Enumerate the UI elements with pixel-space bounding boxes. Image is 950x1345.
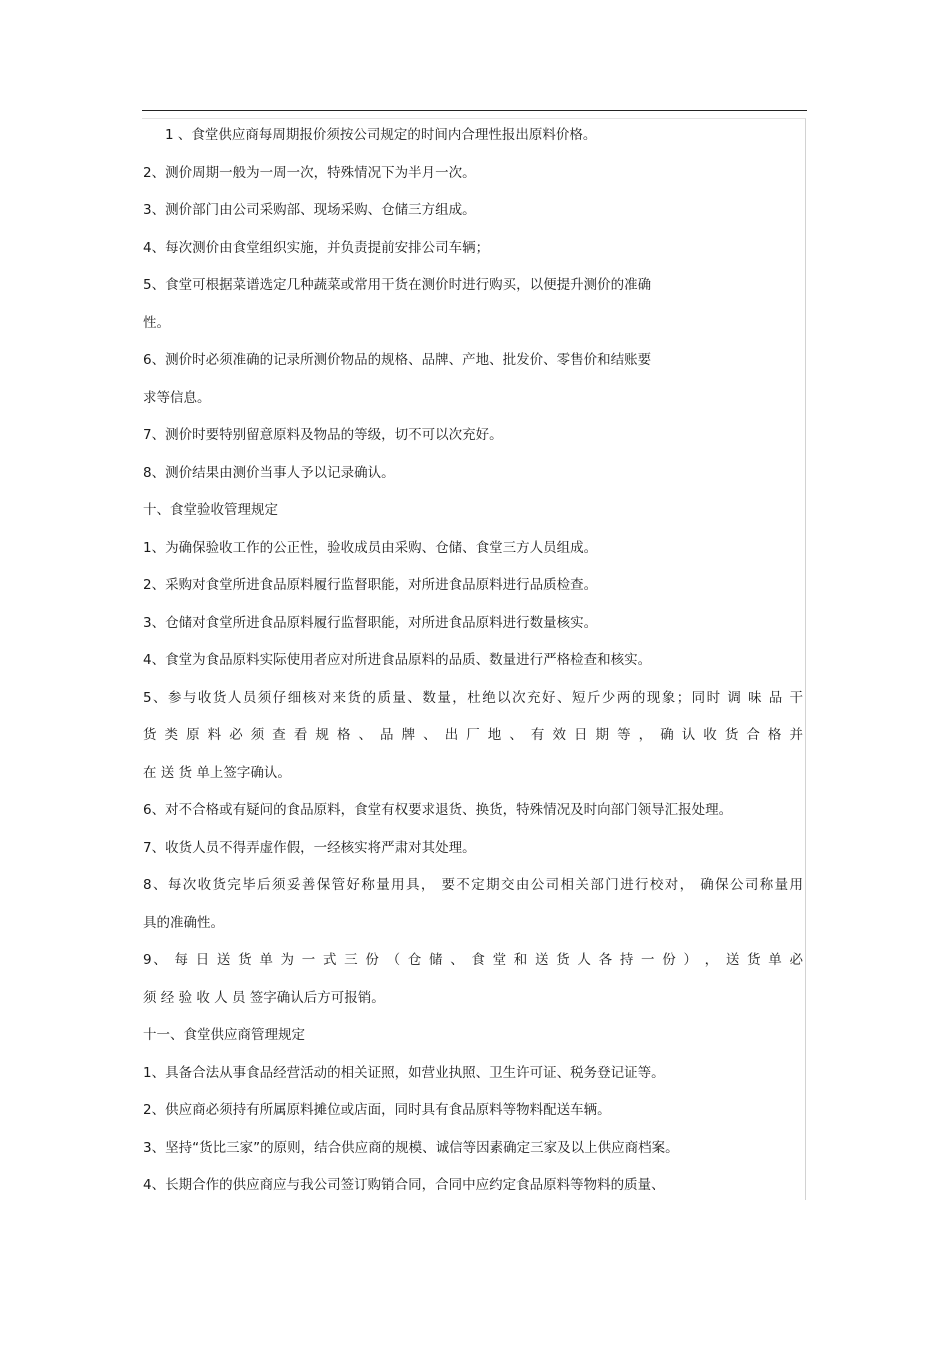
- price-rule-5: 5、食堂可根据菜谱选定几种蔬菜或常用干货在测价时进行购买，以便提升测价的准确: [143, 277, 652, 293]
- acceptance-rule-4: 4、食堂为食品原料实际使用者应对所进食品原料的品质、数量进行严格检查和核实。: [143, 652, 652, 668]
- acceptance-rule-9: 9、 每 日 送 货 单 为 一 式 三 份 （ 仓 储 、 食 堂 和 送 货 人 各 持 一 份 ） ， 送 货 单 必: [143, 952, 803, 968]
- acceptance-rule-5-end: 在 送 货 单上签字确认。: [143, 764, 291, 781]
- acceptance-rule-3: 3、仓储对食堂所进食品原料履行监督职能，对所进食品原料进行数量核实。: [143, 614, 598, 631]
- section-heading-acceptance: 十、食堂验收管理规定: [143, 502, 278, 518]
- acceptance-rule-9-cont: 须 经 验 收 人 员 签字确认后方可报销。: [143, 989, 385, 1006]
- supplier-rule-2: 2、供应商必须持有所属原料摊位或店面，同时具有食品原料等物料配送车辆。: [143, 1102, 611, 1118]
- document-body: [143, 117, 803, 1193]
- acceptance-rule-6: 6、对不合格或有疑问的食品原料，食堂有权要求退货、换货，特殊情况及时向部门领导汇报处理。: [143, 802, 733, 818]
- price-rule-1: 1 、食堂供应商每周期报价须按公司规定的时间内合理性报出原料价格。: [165, 127, 597, 143]
- supplier-rule-1: 1、具备合法从事食品经营活动的相关证照，如营业执照、卫生许可证、税务登记证等。: [143, 1064, 665, 1081]
- price-rule-4: 4、每次测价由食堂组织实施，并负责提前安排公司车辆；: [143, 239, 490, 256]
- acceptance-rule-8: 8、每次收货完毕后须妥善保管好称量用具， 要不定期交由公司相关部门进行校对， 确保公司称量用: [143, 877, 803, 893]
- header-rule: [142, 110, 807, 111]
- price-rule-6-cont: 求等信息。: [143, 389, 211, 406]
- price-rule-8: 8、测价结果由测价当事人予以记录确认。: [143, 464, 395, 481]
- acceptance-rule-2: 2、采购对食堂所进食品原料履行监督职能，对所进食品原料进行品质检查。: [143, 577, 598, 593]
- acceptance-rule-7: 7、收货人员不得弄虚作假，一经核实将严肃对其处理。: [143, 839, 476, 856]
- price-rule-6: 6、测价时必须准确的记录所测价物品的规格、品牌、产地、批发价、零售价和结账要: [143, 352, 652, 368]
- supplier-rule-3: 3、坚持“货比三家”的原则，结合供应商的规模、诚信等因素确定三家及以上供应商档案。: [143, 1139, 679, 1156]
- acceptance-rule-8-cont: 具的准确性。: [143, 914, 224, 931]
- section-heading-supplier: 十一、食堂供应商管理规定: [143, 1027, 305, 1043]
- price-rule-2: 2、测价周期一般为一周一次，特殊情况下为半月一次。: [143, 164, 476, 181]
- acceptance-rule-1: 1、为确保验收工作的公正性，验收成员由采购、仓储、食堂三方人员组成。: [143, 539, 598, 556]
- acceptance-rule-5: 5、参与收货人员须仔细核对来货的质量、数量，杜绝以次充好、短斤少两的现象；同时 调 味 品 干: [143, 689, 803, 706]
- price-rule-5-cont: 性。: [143, 314, 170, 331]
- price-rule-7: 7、测价时要特别留意原料及物品的等级，切不可以次充好。: [143, 427, 503, 443]
- supplier-rule-4: 4、长期合作的供应商应与我公司签订购销合同，合同中应约定食品原料等物料的质量、: [143, 1177, 665, 1193]
- price-rule-3: 3、测价部门由公司采购部、现场采购、仓储三方组成。: [143, 202, 476, 218]
- acceptance-rule-5-cont: 货 类 原 料 必 须 查 看 规 格 、 品 牌 、 出 厂 地 、 有 效 日 期 等 ， 确 认 收 货 合 格 并: [143, 727, 803, 743]
